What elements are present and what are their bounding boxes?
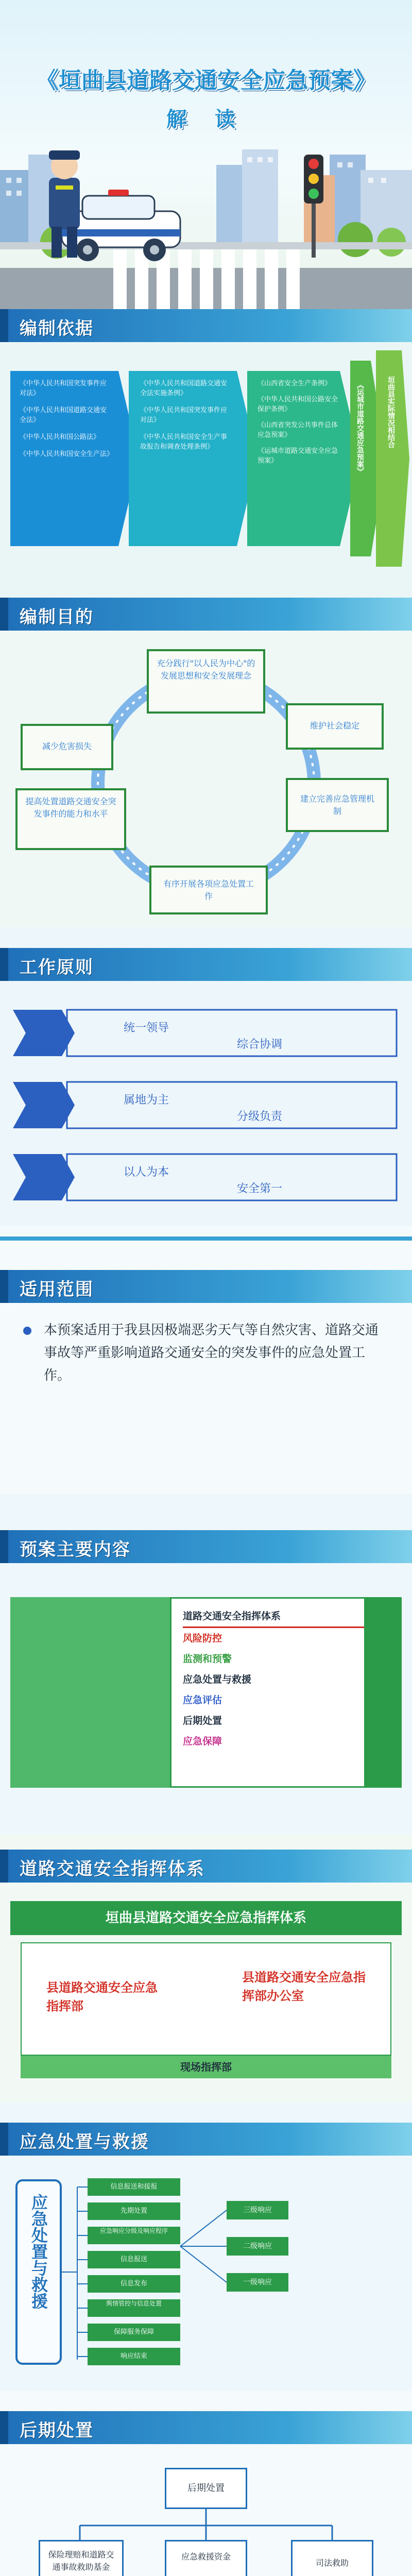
principle-left: 属地为主 [124, 1094, 169, 1107]
post-heading: 后期处置 [20, 2420, 94, 2441]
purpose-item-right: 维护社会稳定 [286, 703, 384, 750]
purpose-item-left-upper: 减少危害损失 [21, 724, 113, 770]
rescue-level: 三级响应 [227, 2201, 288, 2219]
command-right: 县道路交通安全应急指挥部办公室 [242, 1970, 366, 2003]
post-mid-box: 司法救助 [291, 2540, 373, 2576]
principle-right: 综合协调 [237, 1038, 283, 1051]
rescue-step: 响应结束 [88, 2348, 180, 2365]
basis-col-1 [20, 379, 112, 459]
purpose-item-left-lower: 提高处置道路交通安全突发事件的能力和水平 [15, 788, 126, 850]
purpose-section [0, 598, 412, 927]
basis-law: 《中华人民共和国道路交通安全法实施条例》 [140, 380, 228, 397]
rescue-step: 信息报送和接报 [88, 2178, 180, 2196]
principle-right: 分级负责 [237, 1110, 283, 1123]
rescue-heading: 应急处置与救援 [20, 2132, 149, 2153]
basis-law: 《中华人民共和国安全生产事故报告和调查处理条例》 [140, 433, 228, 451]
command-heading: 道路交通安全指挥体系 [20, 1859, 205, 1879]
main-item: 应急保障 [183, 1736, 222, 1747]
principles-heading: 工作原则 [20, 957, 94, 978]
basis-law: 《中华人民共和国道路交通安全法》 [20, 406, 107, 424]
rescue-level: 二级响应 [227, 2237, 288, 2256]
post-mid-box: 保险理赔和道路交通事故救助基金 [39, 2540, 124, 2576]
principles-section [0, 927, 412, 1226]
rescue-step: 舆情管控与信息处置 [88, 2299, 180, 2317]
basis-col-5: 垣曲县实际情况相结合 [387, 376, 395, 448]
basis-section [0, 309, 412, 598]
rescue-step: 信息发布 [88, 2275, 180, 2293]
main-heading: 预案主要内容 [20, 1539, 131, 1560]
rescue-vertical-label: 应急处置与救援 [29, 2194, 48, 2309]
principles-chevrons [0, 927, 412, 1226]
principle-left: 以人为本 [124, 1166, 169, 1179]
city-illustration [0, 0, 412, 309]
main-section [0, 1494, 412, 1834]
page-title: 《垣曲县道路交通安全应急预案》 [36, 67, 376, 94]
main-item: 应急评估 [183, 1694, 222, 1706]
header-banner [0, 0, 412, 309]
main-list [170, 1597, 366, 1788]
rescue-steps [88, 2178, 180, 2365]
basis-law: 《中华人民共和国公路安全保护条例》 [258, 396, 338, 413]
post-top-box: 后期处置 [165, 2468, 247, 2509]
rescue-connectors [0, 2102, 412, 2391]
rescue-section [0, 2102, 412, 2391]
command-section [0, 1834, 412, 2102]
purpose-heading: 编制目的 [20, 607, 94, 628]
post-mid-box: 应急救援资金 [165, 2540, 247, 2576]
basis-law: 《中华人民共和国公路法》 [20, 433, 100, 441]
principle-right: 安全第一 [237, 1182, 283, 1195]
command-title-box: 垣曲县道路交通安全应急指挥体系 [10, 1901, 402, 1935]
rescue-step: 先期处置 [88, 2202, 180, 2220]
scope-text: 本预案适用于我县因极端恶劣天气等自然灾害、道路交通事故等严重影响道路交通安全的突发事件的应急处置工作。 [44, 1323, 379, 1383]
basis-col-4: 《运城市道路交通应急预案》 [356, 381, 364, 475]
basis-heading: 编制依据 [20, 318, 94, 339]
command-left: 县道路交通安全应急指挥部 [46, 1980, 158, 2013]
scope-bullet [23, 1327, 31, 1335]
basis-law: 《中华人民共和国安全生产法》 [20, 450, 114, 458]
basis-col-2 [140, 379, 230, 452]
principle-left: 统一领导 [124, 1022, 169, 1035]
main-item: 风险防控 [183, 1633, 222, 1644]
main-item: 后期处置 [183, 1715, 222, 1726]
main-left-block [10, 1597, 170, 1788]
basis-law: 《运城市道路交通安全应急预案》 [258, 447, 338, 465]
main-heading-band [0, 1530, 412, 1563]
main-item: 应急处置与救援 [183, 1674, 252, 1685]
post-section [0, 2391, 412, 2576]
main-right-block [360, 1597, 402, 1788]
command-bottom: 现场指挥部 [21, 2056, 391, 2078]
basis-law: 《山西省突发公共事件总体应急预案》 [258, 421, 338, 439]
scope-section [0, 1226, 412, 1494]
purpose-center: 充分践行"以人民为中心"的发展思想和安全发展理念 [147, 649, 265, 714]
scope-heading-band [0, 1270, 412, 1303]
purpose-bottom: 有序开展各项应急处置工作 [149, 866, 268, 914]
basis-law: 《中华人民共和国突发事件应对法》 [20, 380, 107, 397]
basis-law: 《山西省安全生产条例》 [258, 380, 332, 387]
main-item: 道路交通安全指挥体系 [183, 1606, 364, 1628]
scope-divider [0, 1236, 412, 1241]
basis-law: 《中华人民共和国突发事件应对法》 [140, 406, 228, 424]
purpose-item-right-lower: 建立完善应急管理机制 [286, 778, 389, 832]
rescue-step: 保障服务保障 [88, 2324, 180, 2341]
command-heading-band [0, 1850, 412, 1883]
rescue-step: 信息报送 [88, 2251, 180, 2268]
scope-heading: 适用范围 [20, 1279, 94, 1300]
rescue-step: 应急响应分级及响应程序 [88, 2227, 180, 2244]
basis-col-3 [258, 379, 340, 466]
main-item: 监测和预警 [183, 1653, 232, 1665]
page-subtitle: 解 读 [166, 108, 246, 131]
rescue-level: 一级响应 [227, 2273, 288, 2292]
